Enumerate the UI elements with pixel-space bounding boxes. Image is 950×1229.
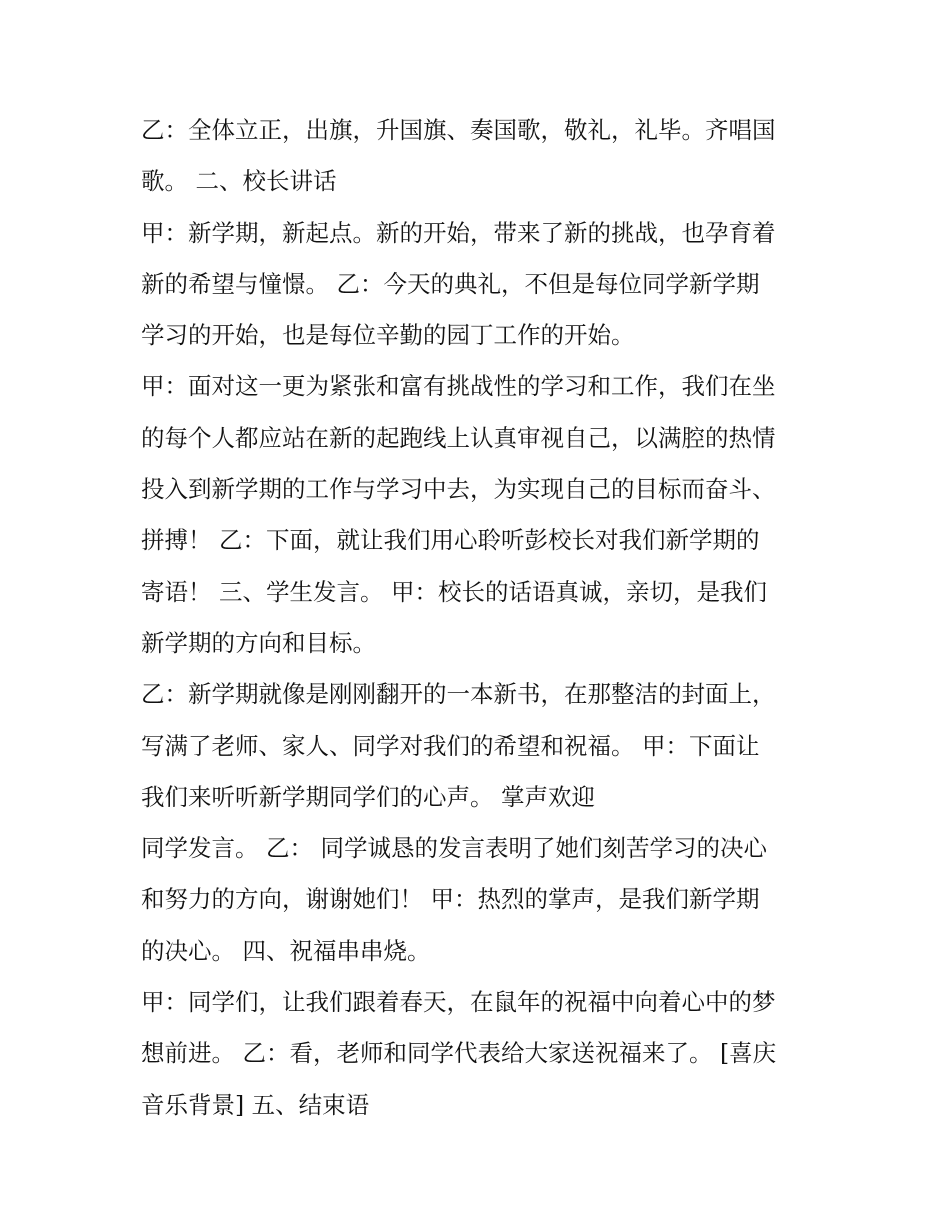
text-line: 歌。 二、校长讲话	[141, 167, 337, 196]
text-line: 我们来听听新学期同学们的心声。 掌声欢迎	[141, 782, 595, 811]
text-line: 音乐背景] 五、结束语	[141, 1090, 370, 1119]
text-line: 想前进。 乙：看，老师和同学代表给大家送祝福来了。 [喜庆	[141, 1039, 777, 1068]
text-line: 拼搏！ 乙：下面，就让我们用心聆听彭校长对我们新学期的	[141, 526, 760, 555]
text-line: 投入到新学期的工作与学习中去，为实现自己的目标而奋斗、	[141, 475, 776, 504]
document-body	[141, 108, 821, 1134]
text-line: 甲：同学们，让我们跟着春天，在鼠年的祝福中向着心中的梦	[141, 988, 776, 1017]
text-line: 和努力的方向，谢谢她们！ 甲：热烈的掌声，是我们新学期	[141, 885, 760, 914]
text-line: 写满了老师、家人、同学对我们的希望和祝福。 甲：下面让	[141, 731, 760, 760]
text-line: 新的希望与憧憬。 乙：今天的典礼，不但是每位同学新学期	[141, 269, 760, 298]
text-line: 同学发言。 乙： 同学诚恳的发言表明了她们刻苦学习的决心	[141, 834, 767, 863]
text-line: 甲：新学期，新起点。新的开始，带来了新的挑战，也孕育着	[141, 218, 776, 247]
text-line: 的每个人都应站在新的起跑线上认真审视自己，以满腔的热情	[141, 423, 776, 452]
text-line: 的决心。 四、祝福串串烧。	[141, 936, 431, 965]
text-line: 寄语！ 三、学生发言。 甲：校长的话语真诚，亲切，是我们	[141, 577, 767, 606]
text-line: 学习的开始，也是每位辛勤的园丁工作的开始。	[141, 321, 635, 350]
text-line: 乙：新学期就像是刚刚翻开的一本新书，在那整洁的封面上，	[141, 680, 776, 709]
text-line: 乙：全体立正，出旗，升国旗、奏国歌，敬礼，礼毕。齐唱国	[141, 116, 776, 144]
text-line: 新学期的方向和目标。	[141, 628, 376, 657]
text-line: 甲：面对这一更为紧张和富有挑战性的学习和工作，我们在坐	[141, 372, 776, 401]
